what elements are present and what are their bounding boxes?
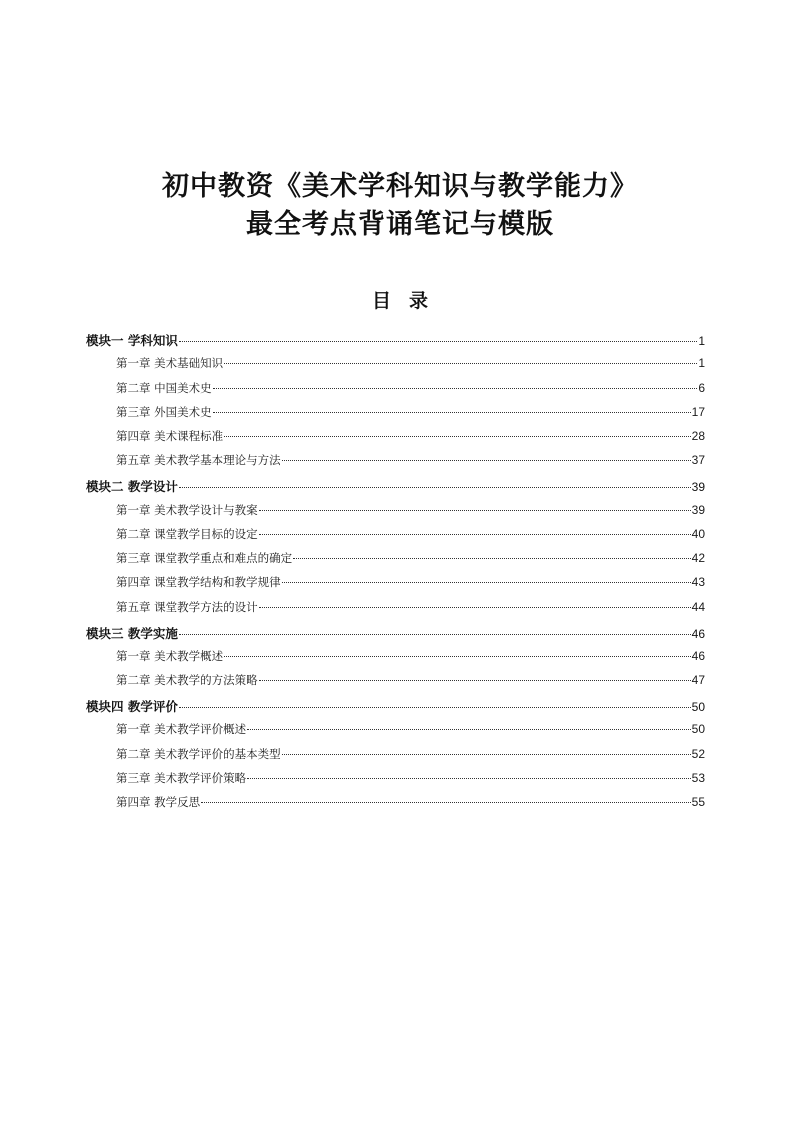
toc-heading: 目录 [371, 290, 446, 312]
toc-page-number: 52 [691, 746, 705, 761]
toc-page-number: 47 [691, 673, 705, 688]
toc-chapter-label: 第三章 美术教学评价策略 [116, 770, 247, 785]
toc-leader-dots [224, 655, 690, 657]
toc-leader-dots [179, 706, 691, 708]
toc-leader-dots [224, 362, 697, 364]
toc-module-3[interactable] [86, 624, 705, 648]
toc-chapter-label: 第二章 课堂教学目标的设定 [116, 526, 258, 541]
toc-chapter-label: 第三章 课堂教学重点和难点的确定 [116, 551, 293, 566]
toc-chapter[interactable] [86, 672, 705, 696]
toc-chapter-label: 第五章 课堂教学方法的设计 [116, 599, 258, 614]
toc-chapter[interactable] [86, 721, 705, 745]
toc-leader-dots [293, 557, 690, 559]
toc-leader-dots [259, 606, 691, 608]
toc-chapter[interactable] [86, 770, 705, 794]
toc-chapter[interactable] [86, 355, 705, 379]
toc-chapter[interactable] [86, 404, 705, 428]
toc-page-number: 1 [698, 334, 705, 348]
title-line-1: 初中教资《美术学科知识与教学能力》 [162, 171, 638, 202]
toc-page-number: 42 [691, 551, 705, 566]
toc-chapter[interactable] [86, 428, 705, 452]
toc-chapter-label: 第二章 美术教学的方法策略 [116, 673, 258, 688]
toc-module-4[interactable] [86, 697, 705, 721]
toc-module-label: 模块一 学科知识 [86, 333, 178, 348]
toc-leader-dots [179, 486, 691, 488]
toc-chapter[interactable] [86, 746, 705, 770]
toc-page-number: 1 [698, 356, 705, 371]
toc-leader-dots [179, 633, 691, 635]
toc-module-label: 模块三 教学实施 [86, 625, 178, 641]
toc-module-1[interactable] [86, 331, 705, 355]
toc-leader-dots [282, 753, 691, 755]
toc-chapter[interactable] [86, 502, 705, 526]
toc-leader-dots [259, 533, 691, 535]
toc-chapter-label: 第四章 美术课程标准 [116, 429, 224, 444]
toc-leader-dots [201, 801, 690, 803]
toc-chapter[interactable] [86, 526, 705, 550]
toc-page-number: 46 [691, 648, 705, 663]
toc-leader-dots [247, 728, 690, 730]
toc-leader-dots [247, 777, 690, 779]
toc-leader-dots [259, 509, 691, 511]
toc-page-number: 43 [691, 575, 705, 590]
toc-page-number: 53 [691, 770, 705, 785]
toc-page-number: 44 [691, 599, 705, 614]
toc-chapter[interactable] [86, 550, 705, 574]
toc-chapter[interactable] [86, 599, 705, 623]
toc-module-label: 模块四 教学评价 [86, 698, 178, 714]
toc-chapter-label: 第三章 外国美术史 [116, 404, 212, 419]
toc-page-number: 17 [691, 404, 705, 419]
toc-leader-dots [224, 435, 690, 437]
toc-page-number: 37 [691, 453, 705, 468]
toc-page-number: 6 [698, 380, 705, 395]
toc-leader-dots [282, 459, 691, 461]
toc-chapter-label: 第四章 课堂教学结构和教学规律 [116, 575, 281, 590]
toc-page-number: 50 [691, 699, 705, 714]
toc-chapter[interactable] [86, 380, 705, 404]
toc-page-number: 50 [691, 722, 705, 737]
toc-module-label: 模块二 教学设计 [86, 479, 178, 495]
title-line-2: 最全考点背诵笔记与模版 [246, 209, 554, 240]
toc-chapter-label: 第一章 美术教学设计与教案 [116, 502, 258, 517]
toc-leader-dots [179, 340, 697, 342]
toc-chapter-label: 第二章 中国美术史 [116, 380, 212, 395]
toc-page-number: 40 [691, 526, 705, 541]
document-title [0, 168, 800, 244]
toc-leader-dots [259, 679, 691, 681]
toc-chapter-label: 第四章 教学反思 [116, 795, 201, 810]
toc-chapter[interactable] [86, 648, 705, 672]
toc-leader-dots [213, 387, 698, 389]
toc-chapter-label: 第五章 美术教学基本理论与方法 [116, 453, 281, 468]
toc-chapter-label: 第一章 美术基础知识 [116, 356, 224, 371]
toc-leader-dots [213, 411, 691, 413]
toc-chapter[interactable] [86, 794, 705, 818]
toc-page-number: 55 [691, 795, 705, 810]
toc-chapter[interactable] [86, 452, 705, 476]
toc-chapter-label: 第二章 美术教学评价的基本类型 [116, 746, 281, 761]
toc-chapter-label: 第一章 美术教学概述 [116, 648, 224, 663]
toc-page-number: 28 [691, 429, 705, 444]
toc-page-number: 39 [691, 480, 705, 495]
toc-chapter[interactable] [86, 574, 705, 598]
toc-page-number: 39 [691, 502, 705, 517]
toc-chapter-label: 第一章 美术教学评价概述 [116, 722, 247, 737]
toc-leader-dots [282, 581, 691, 583]
toc-page-number: 46 [691, 626, 705, 641]
table-of-contents [86, 331, 705, 818]
toc-module-2[interactable] [86, 477, 705, 501]
